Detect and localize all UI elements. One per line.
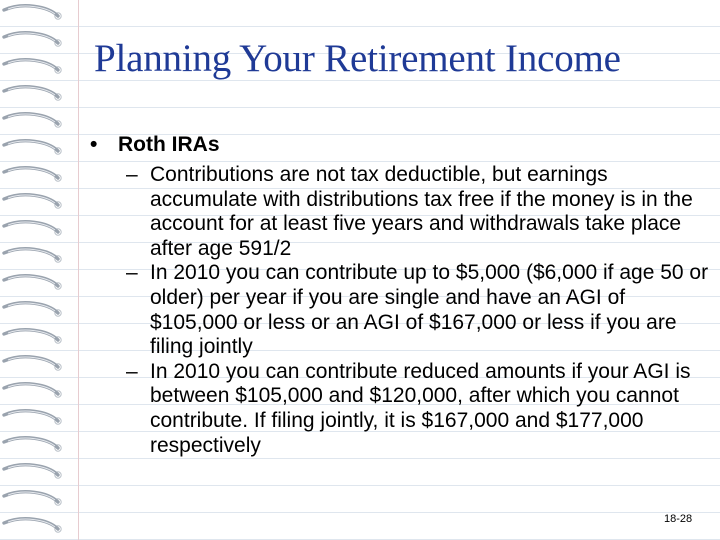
slide-title: Planning Your Retirement Income <box>94 37 621 80</box>
sub-bullet-item <box>90 360 712 458</box>
slide-number: 18-28 <box>664 513 693 525</box>
sub-bullet-dash: – <box>126 163 138 186</box>
sub-bullet-list <box>90 163 712 458</box>
bullet-text: Roth IRAs <box>118 133 220 156</box>
sub-bullet-dash: – <box>126 261 138 285</box>
sub-bullet-dash: – <box>126 359 138 383</box>
bullet-dot: • <box>90 133 98 156</box>
bullet-item <box>90 133 712 163</box>
sub-bullet-item <box>90 163 712 261</box>
sub-bullet-text: In 2010 you can contribute reduced amounts if your AGI is between $105,000 and $120,000, after which you cannot contribute. If filing jointly, it is $167,000 and $177,000 respectively <box>150 359 691 457</box>
sub-bullet-item <box>90 261 712 359</box>
sub-bullet-text: Contributions are not tax deductible, but earnings accumulate with distributions tax free if the money is in the account for at least five years and withdrawals take place after age 591/2 <box>150 163 693 260</box>
slide-content <box>90 133 712 458</box>
sub-bullet-text: In 2010 you can contribute up to $5,000 ($6,000 if age 50 or older) per year if you are single and have an AGI of $105,000 or less or an AGI of $167,000 or less if you are filing jointly <box>150 261 709 359</box>
notebook-spiral-binding-icon <box>0 0 74 540</box>
paper-margin-line <box>78 0 79 540</box>
